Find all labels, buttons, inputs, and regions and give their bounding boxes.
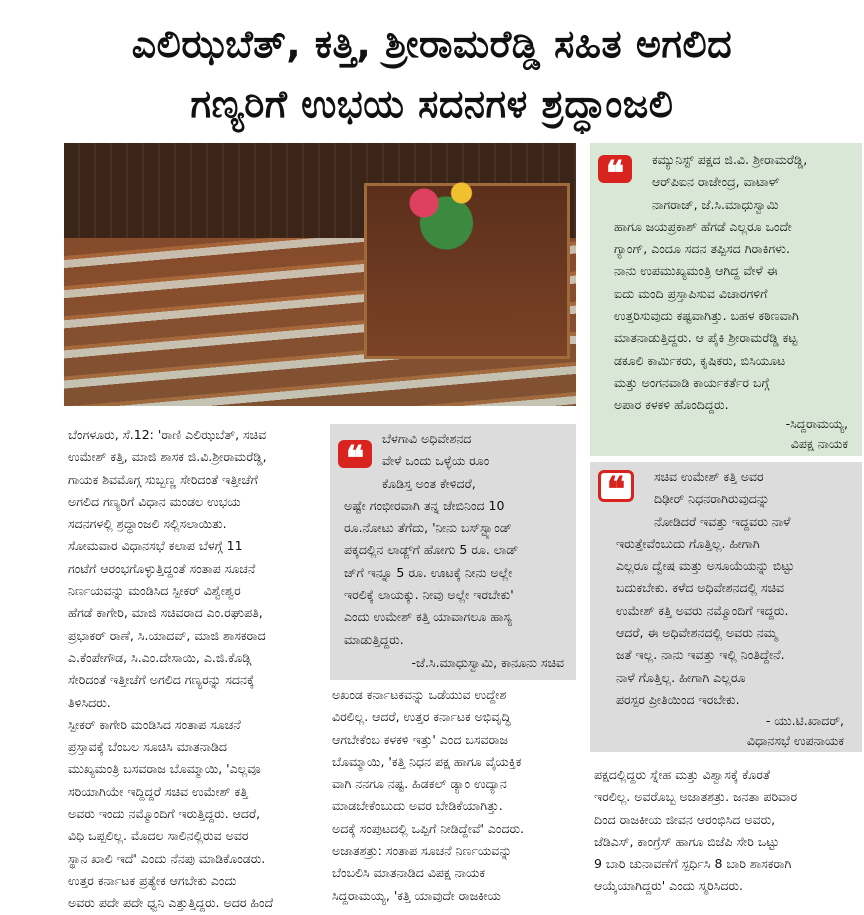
text-line: ಗಂಟೆಗೆ ಆರಂಭಗೊಳ್ಳುತ್ತಿದ್ದಂತೆ ಸಂತಾಪ ಸೂಚನೆ — [68, 560, 256, 576]
quote-box-siddaramaiah — [590, 143, 862, 456]
text-line: ಉತ್ತರಿಸುವುದು ಕಷ್ಟವಾಗಿತ್ತು. ಬಹಳ ಕಠಿಣವಾಗಿ — [614, 308, 799, 324]
text-line: ಮುಖ್ಯಮಂತ್ರಿ ಬಸವರಾಜ ಬೊಮ್ಮಾಯಿ, 'ಎಲ್ಲವೂ — [68, 761, 261, 777]
text-line: ಅದಕ್ಕೆ ಸಂಪುಟದಲ್ಲಿ ಒಪ್ಪಿಗೆ ನೀಡಿದ್ದೇವೆ' ಎಂದರು. — [332, 820, 525, 836]
text-line: ಸೇರಿದಂತೆ ಇತ್ತೀಚೆಗೆ ಅಗಲಿದ ಗಣ್ಯರನ್ನು ಸದನಕ್ಕೆ — [68, 672, 255, 688]
text-line: ಜ್‌ಗೆ ಇನ್ನೂ 5 ರೂ. ಊಟಕ್ಕೆ ನೀನು ಅಲ್ಲೇ — [344, 564, 513, 580]
text-line: ಸ್ಪೀಕರ್ ಕಾಗೇರಿ ಮಂಡಿಸಿದ ಸಂತಾಪ ಸೂಚನೆ — [68, 716, 241, 732]
quote-attribution-title: ವಿಪಕ್ಷ ನಾಯಕ — [790, 436, 848, 451]
text-line: ನೋಡಿದರೆ ಇವತ್ತು ಇದ್ದವರು ನಾಳೆ — [654, 513, 791, 529]
quote-box-khader — [590, 462, 862, 752]
quote-attribution-name: -ಸಿದ್ದರಾಮಯ್ಯ, — [785, 416, 848, 431]
text-line: ಪಕ್ಷದಲ್ಲಿದ್ದರು ಸ್ನೇಹ ಮತ್ತು ವಿಶ್ವಾಸಕ್ಕೆ ಕೊರತೆ — [594, 767, 770, 782]
text-line: ಇರಲಿಲ್ಲ. ಅವರೊಬ್ಬ ಅಜಾತಶತ್ರು. ಜನತಾ ಪರಿವಾರ — [594, 789, 798, 805]
article-column-middle — [332, 684, 578, 907]
text-line: ಪಕ್ಕದಲ್ಲಿನ ಲಾಡ್ಜ್‌ಗೆ ಹೋಗು 5 ರೂ. ಲಾಡ್ — [344, 542, 519, 558]
text-line: ಮಾಡುತ್ತಿದ್ದರು. — [344, 631, 404, 647]
article-column-right — [594, 764, 862, 898]
quote-icon: ❝ — [338, 440, 372, 468]
text-line: ನಾಳೆ ಗೊತ್ತಿಲ್ಲ. ಹೀಗಾಗಿ ಎಲ್ಲರೂ — [616, 669, 746, 685]
text-line: ನಾಗರಾಜ್, ಜೆ.ಸಿ.ಮಾಧುಸ್ವಾಮಿ — [652, 196, 779, 212]
text-line: ಗಾಯಕ ಶಿವಮೊಗ್ಗ ಸುಬ್ಬಣ್ಣ ಸೇರಿದಂತೆ ಇತ್ತೀಚೆಗೆ — [68, 471, 258, 487]
text-line: ಸಿದ್ದರಾಮಯ್ಯ, 'ಕತ್ತಿ ಯಾವುದೇ ರಾಜಕೀಯ — [332, 887, 501, 903]
text-line: ಪ್ರಸ್ತಾವಕ್ಕೆ ಬೆಂಬಲ ಸೂಚಿಸಿ ಮಾತನಾಡಿದ — [68, 739, 227, 755]
text-line: ಸೋಮವಾರ ವಿಧಾನಸಭೆ ಕಲಾಪ ಬೆಳಗ್ಗೆ 11 — [68, 538, 243, 554]
quote-attribution-title: ವಿಧಾನಸಭೆ ಉಪನಾಯಕ — [746, 733, 844, 748]
text-line: ವೇಳೆ ಒಂದು ಒಳ್ಳೆಯ ರೂಂ — [382, 453, 490, 469]
text-line: ಬದುಕಬೇಕು. ಕಳೆದ ಅಧಿವೇಶನದಲ್ಲಿ ಸಚಿವ — [616, 580, 785, 596]
assembly-photo — [64, 143, 576, 406]
text-line: ಅಷ್ಟೇ ಗಂಭೀರವಾಗಿ ತನ್ನ ಜೇಬಿನಿಂದ 10 — [344, 497, 505, 513]
text-line: ಐದು ಮಂದಿ ಪ್ರಸ್ತಾಪಿಸುವ ವಿಚಾರಗಳಿಗೆ — [614, 285, 768, 301]
quote-attribution-name: - ಯು.ಟಿ.ಖಾದರ್, — [765, 713, 844, 728]
text-line: ಆದರೆ, ಈ ಅಧಿವೇಶನದಲ್ಲಿ ಅವರು ನಮ್ಮ — [616, 625, 778, 641]
text-line: 9 ಬಾರಿ ಚುನಾವಣೆಗೆ ಸ್ಪರ್ಧಿಸಿ 8 ಬಾರಿ ಶಾಸಕರಾಗಿ — [594, 856, 792, 872]
text-line: ಕಮ್ಯುನಿಸ್ಟ್ ಪಕ್ಷದ ಜಿ.ವಿ. ಶ್ರೀರಾಮರೆಡ್ಡಿ, — [652, 152, 808, 167]
text-line: ಇರುತ್ತೇವೆಂಬುದು ಗೊತ್ತಿಲ್ಲ. ಹೀಗಾಗಿ — [616, 535, 760, 551]
text-line: ಅಪಾರ ಕಳಕಳಿ ಹೊಂದಿದ್ದರು. — [614, 397, 729, 413]
text-line: ಡಕೂಲಿ ಕಾರ್ಮಿಕರು, ಕೃಷಿಕರು, ಬಿಸಿಯೂಟ — [614, 352, 786, 368]
text-line: ಸರಿಯಾಗಿಯೇ ಇದ್ದಿದ್ದರೆ ಸಚಿವ ಉಮೇಶ್ ಕತ್ತಿ — [68, 783, 248, 799]
text-line: ಅಖಂಡ ಕರ್ನಾಟಕವನ್ನು ಒಡೆಯುವ ಉದ್ದೇಶ — [332, 687, 507, 702]
text-line: ಮಾತನಾಡುತ್ತಿದ್ದರು. ಆ ಪೈಕಿ ಶ್ರೀರಾಮರೆಡ್ಡಿ ಕಟ್ಟ — [614, 330, 798, 346]
text-line: ಬೆಂಗಳೂರು, ಸೆ.12: 'ರಾಣಿ ಎಲಿಝಬೆತ್, ಸಚಿವ — [68, 427, 267, 442]
quote-box-madhuswamy — [330, 424, 576, 680]
text-line: ಉಮೇಶ್ ಕತ್ತಿ, ಮಾಜಿ ಶಾಸಕ ಜಿ.ವಿ.ಶ್ರೀರಾಮರೆಡ್ಡಿ, — [68, 449, 267, 465]
text-line: ಬೆಂಬಲಿಸಿ ಮಾತನಾಡಿದ ವಿಪಕ್ಷ ನಾಯಕ — [332, 865, 486, 881]
headline — [0, 0, 864, 140]
text-line: ಕೊಡಿಸ್ತ ಅಂತ ಕೇಳಿದರೆ, — [382, 475, 476, 491]
text-line: ಸದನಗಳಲ್ಲಿ ಶ್ರದ್ಧಾಂಜಲಿ ಸಲ್ಲಿಸಲಾಯಿತು. — [68, 516, 227, 532]
text-line: ಆಗಬೇಕೆಂಬ ಕಳಕಳಿ ಇತ್ತು' ಎಂದ ಬಸವರಾಜ — [332, 731, 508, 747]
text-line: ಇರಲಿಕ್ಕೆ ಲಾಯಕ್ಕು. ನೀವು ಅಲ್ಲೇ ಇರಬೇಕು' — [344, 587, 514, 603]
text-line: ಆಯ್ಕೆಯಾಗಿದ್ದರು' ಎಂದು ಸ್ಮರಿಸಿದರು. — [594, 878, 743, 894]
text-line: ಎಲ್ಲರೂ ದ್ವೇಷ ಮತ್ತು ಅಸೂಯೆಯನ್ನು ಬಿಟ್ಟು — [616, 558, 795, 574]
text-line: ಉಮೇಶ್ ಕತ್ತಿ ಅವರು ನಮ್ಮೊಂದಿಗೆ ಇದ್ದರು. — [616, 602, 789, 618]
text-line: ಉತ್ತರ ಕರ್ನಾಟಕ ಪ್ರತ್ಯೇಕ ಆಗಬೇಕು ಎಂದು — [68, 872, 237, 888]
headline-line-1: ಎಲಿಝಬೆತ್, ಕತ್ತಿ, ಶ್ರೀರಾಮರೆಡ್ಡಿ ಸಹಿತ ಅಗಲಿದ — [131, 22, 733, 66]
text-line: ರೂ.ನೋಟು ತೆಗೆದು, 'ನೀನು ಬಸ್‌ಸ್ಟ್ಯಾಂಡ್ — [344, 520, 512, 536]
text-line: ಅವರು ಪದೇ ಪದೇ ಧ್ವನಿ ಎತ್ತುತ್ತಿದ್ದರು. ಅದರ ಹಿಂದೆ — [68, 895, 274, 911]
quote-text — [616, 466, 858, 711]
quote-icon: ❝ — [598, 470, 634, 502]
text-line: ಬೆಳಗಾವಿ ಅಧಿವೇಶನದ — [382, 431, 472, 446]
photo-flowers — [364, 153, 514, 253]
text-line: ಎ.ಕೆಂಪೇಗೌಡ, ಸಿ.ಎಂ.ದೇಸಾಯಿ, ಎ.ಜಿ.ಕೊಡ್ಗಿ — [68, 649, 251, 665]
text-line: ದಿಂದ ರಾಜಕೀಯ ಜೀವನ ಆರಂಭಿಸಿದ ಅವರು, — [594, 811, 776, 827]
article-column-left — [68, 424, 324, 915]
text-line: ಪರಸ್ಪರ ಪ್ರೀತಿಯಿಂದ ಇರಬೇಕು. — [616, 691, 740, 707]
text-line: ಸಚಿವ ಉಮೇಶ್ ಕತ್ತಿ ಅವರ — [654, 469, 764, 484]
text-line: ಆರ್‌ಪಿಐನ ರಾಜೇಂದ್ರ, ವಾಟಾಳ್ — [652, 174, 780, 190]
text-line: ನಾನು ಉಪಮುಖ್ಯಮಂತ್ರಿ ಆಗಿದ್ದ ವೇಳೆ ಈ — [614, 263, 778, 279]
quote-text — [344, 428, 574, 651]
text-line: ಜೆಡಿಎಸ್, ಕಾಂಗ್ರೆಸ್ ಹಾಗೂ ಬಿಜೆಪಿ ಸೇರಿ ಒಟ್ಟು — [594, 833, 780, 849]
text-line: ಎಂದು ಉಮೇಶ್ ಕತ್ತಿ ಯಾವಾಗಲೂ ಹಾಸ್ಯ — [344, 609, 512, 625]
text-line: ಗ್ಯಾಂಗ್, ಎಂದೂ ಸದನ ತಪ್ಪಿಸದ ಗಿರಾಕಿಗಳು. — [614, 241, 790, 257]
text-line: ವಿಧಿ ಒಪ್ಪಲಿಲ್ಲ. ಮೊದಲ ಸಾಲಿನಲ್ಲಿರುವ ಅವರ — [68, 828, 249, 844]
text-line: ಹಾಗೂ ಜಯಪ್ರಕಾಶ್ ಹೆಗಡೆ ಎಲ್ಲರೂ ಒಂದೇ — [614, 218, 792, 234]
text-line: ಜತೆ ಇಲ್ಲ. ನಾನು ಇವತ್ತು ಇಲ್ಲಿ ನಿಂತಿದ್ದೇನೆ. — [616, 647, 785, 663]
headline-line-2: ಗಣ್ಯರಿಗೆ ಉಭಯ ಸದನಗಳ ಶ್ರದ್ಧಾಂಜಲಿ — [190, 82, 674, 126]
text-line: ಪ್ರಭಾಕರ್ ರಾಣೆ, ಸಿ.ಯಾದವ್, ಮಾಜಿ ಶಾಸಕರಾದ — [68, 627, 266, 643]
text-line: ನಿರ್ಣಯವನ್ನು ಮಂಡಿಸಿದ ಸ್ಪೀಕರ್ ವಿಶ್ವೇಶ್ವರ — [68, 583, 241, 599]
text-line: ಸ್ಥಾನ ಖಾಲಿ ಇದೆ' ಎಂದು ನೆನಪು ಮಾಡಿಕೊಂಡರು. — [68, 850, 266, 866]
text-line: ಅಜಾತಶತ್ರು: ಸಂತಾಪ ಸೂಚನೆ ನಿರ್ಣಯವನ್ನು — [332, 843, 512, 859]
text-line: ಮಾಡಬೇಕೆಂಬುದು ಅವರ ಬೇಡಿಕೆಯಾಗಿತ್ತು. — [332, 798, 503, 814]
quote-icon: ❝ — [598, 155, 632, 183]
text-line: ದಿಢೀರ್ ನಿಧನರಾಗಿರುವುದನ್ನು — [654, 491, 770, 507]
text-line: ವಾಗಿ ನನಗೂ ನಷ್ಟ. ಹಿಡಕಲ್ ಡ್ಯಾಂ ಉದ್ಯಾನ — [332, 776, 507, 792]
text-line: ಬೊಮ್ಮಾಯಿ, 'ಕತ್ತಿ ನಿಧನ ಪಕ್ಷ ಹಾಗೂ ವೈಯಕ್ತಿಕ — [332, 753, 522, 769]
quote-text — [614, 149, 858, 417]
quote-attribution: -ಜೆ.ಸಿ.ಮಾಧುಸ್ವಾಮಿ, ಕಾನೂನು ಸಚಿವ — [411, 655, 564, 670]
text-line: ಮತ್ತು ಅಂಗನವಾಡಿ ಕಾರ್ಯಕರ್ತೆರ ಬಗ್ಗೆ — [614, 374, 770, 390]
text-line: ಅಗಲಿದ ಗಣ್ಯರಿಗೆ ವಿಧಾನ ಮಂಡಲ ಉಭಯ — [68, 493, 241, 509]
text-line: ವಿರಲಿಲ್ಲ. ಆದರೆ, ಉತ್ತರ ಕರ್ನಾಟಕ ಅಭಿವೃದ್ಧಿ — [332, 709, 511, 725]
text-line: ಅವರು ಇಂದು ನಮ್ಮೊಂದಿಗೆ ಇರುತ್ತಿದ್ದರು. ಆದರೆ, — [68, 806, 261, 822]
text-line: ತಿಳಿಸಿದರು. — [68, 694, 111, 710]
text-line: ಹೆಗಡೆ ಕಾಗೇರಿ, ಮಾಜಿ ಸಚಿವರಾದ ಎಂ.ರಘುಪತಿ, — [68, 605, 263, 621]
